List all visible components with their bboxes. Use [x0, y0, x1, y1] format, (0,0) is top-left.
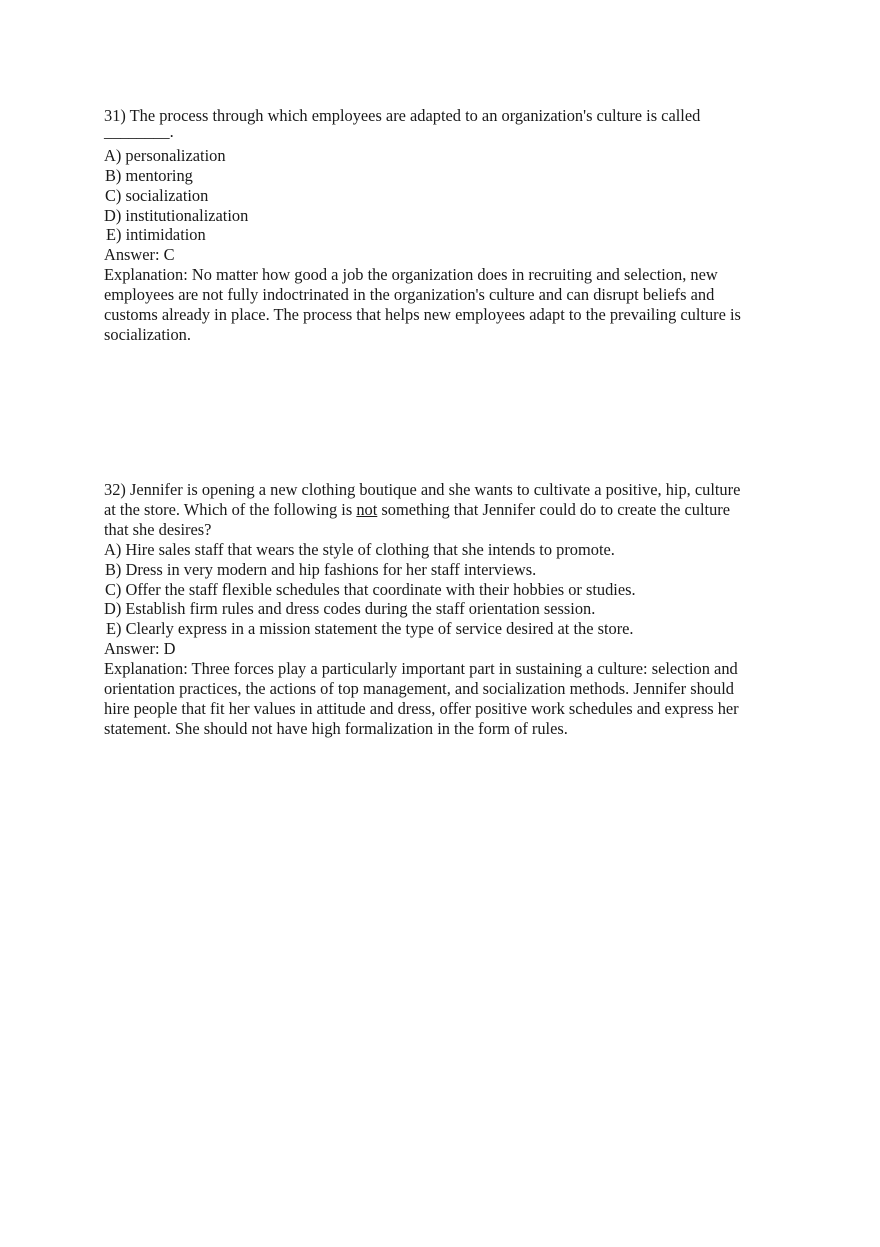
- explanation-line: employees are not fully indoctrinated in the organization's culture and can disrupt beliefs and: [104, 285, 715, 305]
- option-c: C) Offer the staff flexible schedules that coordinate with their hobbies or studies.: [105, 579, 636, 599]
- option-b: B) Dress in very modern and hip fashions for her staff interviews.: [105, 559, 537, 579]
- explanation-line: Explanation: No matter how good a job the organization does in recruiting and selection, new: [104, 265, 718, 285]
- question-blank: ________.: [104, 121, 174, 141]
- option-e: E) intimidation: [106, 225, 206, 245]
- option-b: B) mentoring: [105, 165, 193, 185]
- question-31: [104, 106, 784, 345]
- question-stem-line-2: [104, 500, 784, 520]
- explanation-line: orientation practices, the actions of top management, and socialization methods. Jennifer should: [104, 679, 734, 699]
- stem-text: something that Jennifer could do to create the culture: [377, 499, 731, 519]
- question-32: [104, 480, 784, 739]
- question-stem: 31) The process through which employees are adapted to an organization's culture is called: [104, 106, 701, 125]
- option-d: D) institutionalization: [104, 205, 249, 225]
- emphasis-not: not: [356, 499, 378, 519]
- explanation-line: statement. She should not have high formalization in the form of rules.: [104, 718, 568, 738]
- question-stem: 32) Jennifer is opening a new clothing boutique and she wants to cultivate a positive, hip, culture: [104, 480, 741, 499]
- option-d: D) Establish firm rules and dress codes during the staff orientation session.: [104, 599, 596, 619]
- explanation-line: socialization.: [104, 324, 191, 344]
- option-c: C) socialization: [105, 185, 209, 205]
- explanation-line: hire people that fit her values in attitude and dress, offer positive work schedules and express her: [104, 698, 739, 718]
- answer: Answer: D: [104, 639, 176, 659]
- stem-text: at the store. Which of the following is: [104, 499, 357, 519]
- option-a: A) Hire sales staff that wears the style of clothing that she intends to promote.: [104, 539, 615, 559]
- question-stem-line-3: that she desires?: [104, 519, 212, 539]
- option-a: A) personalization: [104, 145, 226, 165]
- explanation-line: Explanation: Three forces play a particularly important part in sustaining a culture: selection and: [104, 659, 738, 679]
- answer: Answer: C: [104, 245, 175, 265]
- explanation-line: customs already in place. The process that helps new employees adapt to the prevailing culture is: [104, 305, 741, 325]
- option-e: E) Clearly express in a mission statement the type of service desired at the store.: [106, 619, 634, 639]
